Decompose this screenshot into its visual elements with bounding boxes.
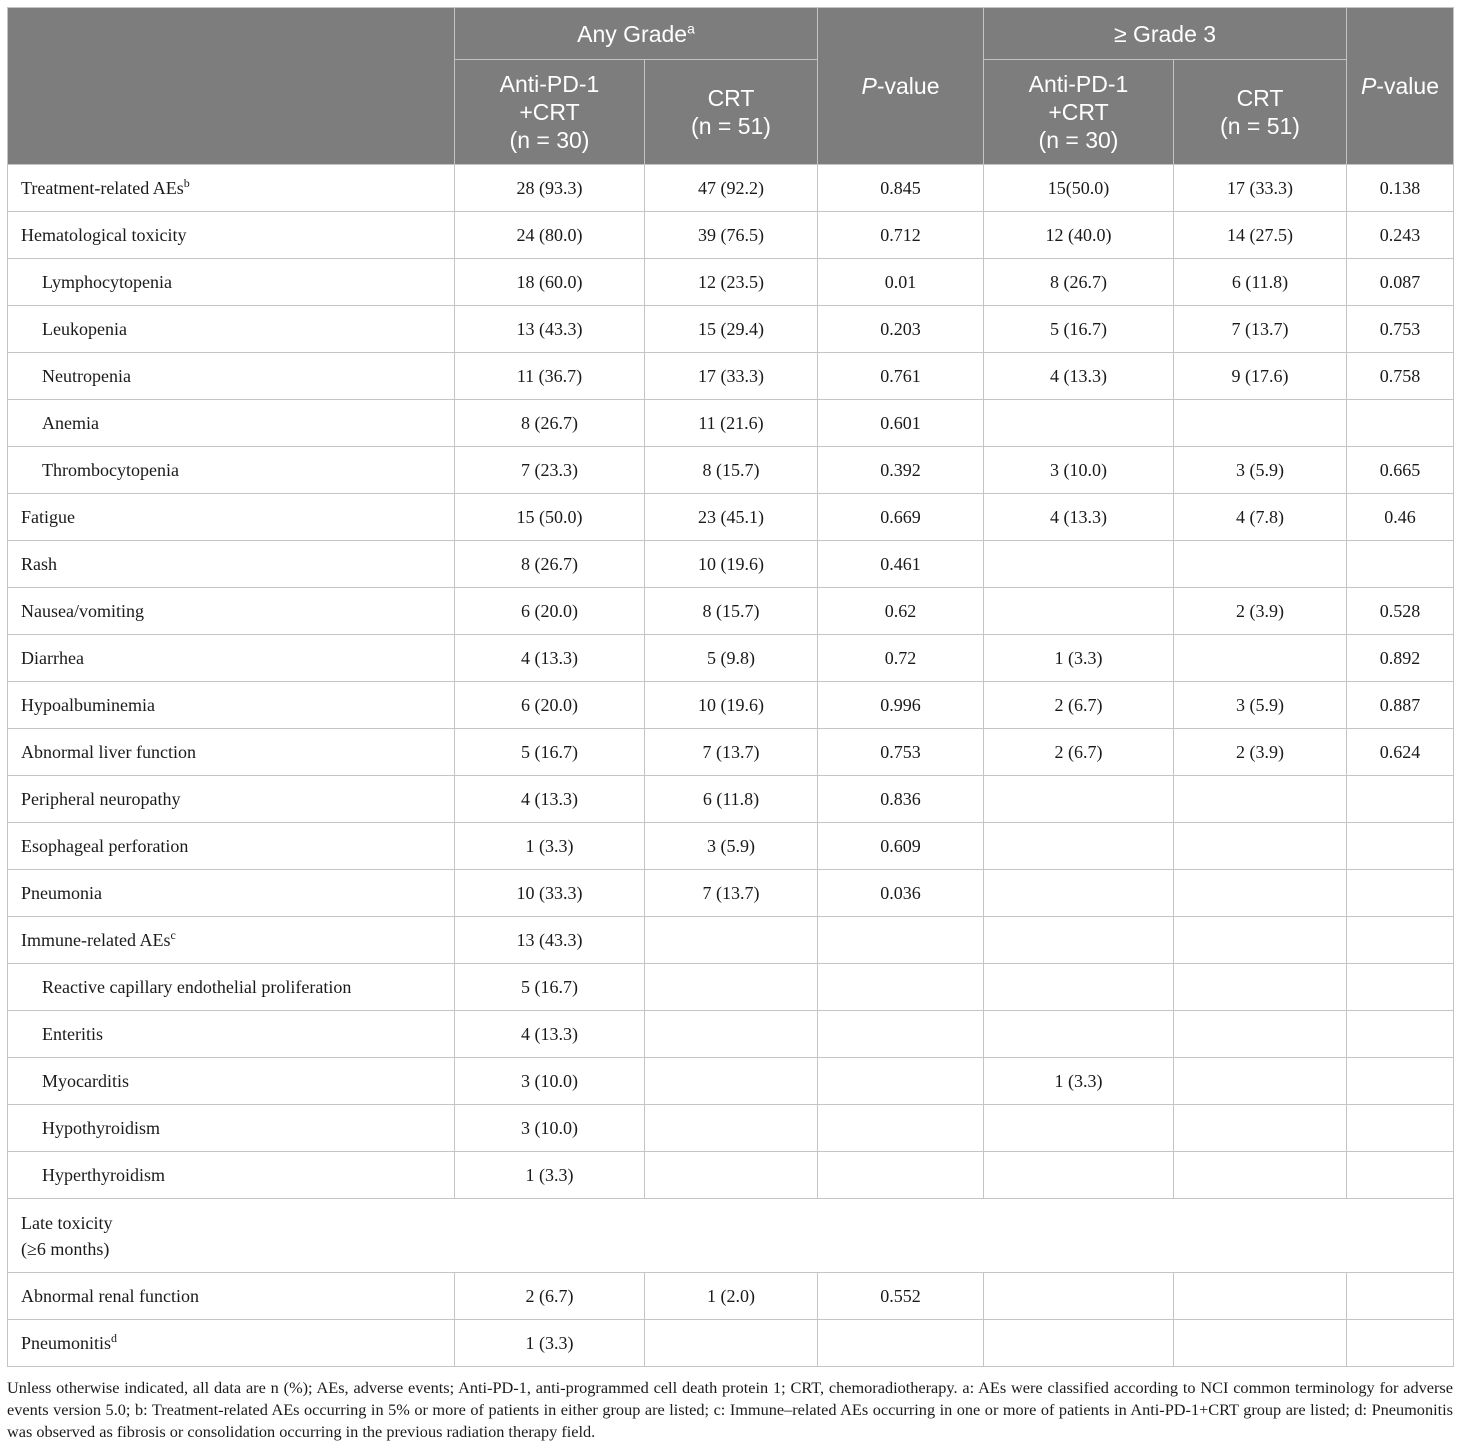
cell-g3-pd1: 15(50.0)	[984, 165, 1174, 212]
row-label	[8, 729, 455, 776]
table-row	[8, 776, 1454, 823]
row-label-text: Diarrhea	[21, 647, 84, 668]
cell-any-pd1: 2 (6.7)	[455, 1273, 645, 1320]
table-row	[8, 588, 1454, 635]
cell-g3-crt: 9 (17.6)	[1174, 353, 1347, 400]
cell-g3-pd1	[984, 964, 1174, 1011]
cell-g3-pd1	[984, 823, 1174, 870]
cell-g3-pd1	[984, 1105, 1174, 1152]
table-row	[8, 165, 1454, 212]
cell-any-crt	[645, 964, 818, 1011]
cell-any-pd1: 11 (36.7)	[455, 353, 645, 400]
row-label-text: Lymphocytopenia	[42, 271, 172, 292]
cell-g3-pd1: 4 (13.3)	[984, 494, 1174, 541]
cell-g3-pd1	[984, 400, 1174, 447]
cell-any-crt: 12 (23.5)	[645, 259, 818, 306]
row-label	[8, 165, 455, 212]
row-label	[8, 541, 455, 588]
row-label	[8, 1011, 455, 1058]
cell-any-p	[818, 1105, 984, 1152]
cell-g3-p: 0.887	[1347, 682, 1454, 729]
cell-g3-p	[1347, 1058, 1454, 1105]
cell-g3-p: 0.243	[1347, 212, 1454, 259]
cell-g3-crt: 2 (3.9)	[1174, 588, 1347, 635]
row-label-footnote-marker: b	[183, 175, 190, 190]
cell-any-p: 0.996	[818, 682, 984, 729]
cell-g3-pd1	[984, 1273, 1174, 1320]
cell-any-p: 0.72	[818, 635, 984, 682]
table-footnote: Unless otherwise indicated, all data are n (%); AEs, adverse events; Anti-PD-1, anti-programmed cell death protein 1; CRT, chemoradiotherapy. a: AEs were classified according to NCI common terminology for adverse events version 5.0; b: Treatment-related AEs occurring in 5% or more of patients in either group are listed; c: Immune–related AEs occurring in one or more of patients in Anti-PD-1+CRT group are listed; d: Pneumonitis was observed as fibrosis or consolidation occurring in the previous radiation therapy field.	[7, 1378, 1453, 1441]
row-label	[8, 776, 455, 823]
row-label-text: Leukopenia	[42, 318, 127, 339]
cell-any-crt: 47 (92.2)	[645, 165, 818, 212]
row-label	[8, 494, 455, 541]
cell-g3-pd1	[984, 870, 1174, 917]
cell-g3-p	[1347, 400, 1454, 447]
cell-any-p: 0.036	[818, 870, 984, 917]
cell-g3-p: 0.665	[1347, 447, 1454, 494]
row-label-text: Rash	[21, 553, 57, 574]
table-row	[8, 353, 1454, 400]
cell-g3-crt	[1174, 1320, 1347, 1367]
cell-any-crt	[645, 1011, 818, 1058]
cell-g3-crt	[1174, 1152, 1347, 1199]
cell-g3-crt	[1174, 1011, 1347, 1058]
row-label-text: Hypothyroidism	[42, 1117, 161, 1138]
header-grade3-pvalue: P-value	[1347, 8, 1454, 165]
adverse-events-table	[7, 7, 1454, 1367]
row-label-text: Treatment-related AEs	[21, 177, 184, 198]
cell-any-pd1: 18 (60.0)	[455, 259, 645, 306]
cell-any-crt: 7 (13.7)	[645, 870, 818, 917]
cell-g3-crt	[1174, 964, 1347, 1011]
cell-g3-crt: 14 (27.5)	[1174, 212, 1347, 259]
table-row	[8, 1058, 1454, 1105]
late-toxicity-title: Late toxicity	[21, 1212, 113, 1233]
cell-g3-crt: 2 (3.9)	[1174, 729, 1347, 776]
table-row	[8, 1273, 1454, 1320]
table-row	[8, 400, 1454, 447]
cell-any-crt: 6 (11.8)	[645, 776, 818, 823]
cell-g3-p: 0.758	[1347, 353, 1454, 400]
row-label	[8, 306, 455, 353]
table-row	[8, 494, 1454, 541]
cell-g3-p: 0.624	[1347, 729, 1454, 776]
cell-any-p: 0.62	[818, 588, 984, 635]
row-label	[8, 259, 455, 306]
row-label-text: Anemia	[42, 412, 99, 433]
row-label	[8, 447, 455, 494]
cell-g3-pd1: 8 (26.7)	[984, 259, 1174, 306]
cell-g3-crt: 6 (11.8)	[1174, 259, 1347, 306]
cell-any-crt: 11 (21.6)	[645, 400, 818, 447]
cell-any-pd1: 1 (3.3)	[455, 1152, 645, 1199]
cell-g3-p: 0.46	[1347, 494, 1454, 541]
row-label	[8, 682, 455, 729]
cell-any-pd1: 13 (43.3)	[455, 917, 645, 964]
row-label	[8, 1152, 455, 1199]
cell-any-crt	[645, 1320, 818, 1367]
cell-any-p	[818, 1011, 984, 1058]
row-label-text: Hyperthyroidism	[42, 1164, 165, 1185]
cell-g3-pd1: 1 (3.3)	[984, 635, 1174, 682]
table-row	[8, 1152, 1454, 1199]
cell-g3-crt	[1174, 541, 1347, 588]
cell-g3-crt	[1174, 823, 1347, 870]
row-label-text: Nausea/vomiting	[21, 600, 144, 621]
row-label-footnote-marker: c	[170, 927, 176, 942]
cell-any-crt: 39 (76.5)	[645, 212, 818, 259]
cell-any-crt: 5 (9.8)	[645, 635, 818, 682]
cell-any-p: 0.753	[818, 729, 984, 776]
cell-g3-crt: 7 (13.7)	[1174, 306, 1347, 353]
cell-any-p: 0.712	[818, 212, 984, 259]
cell-g3-pd1: 2 (6.7)	[984, 682, 1174, 729]
row-label-text: Pneumonia	[21, 882, 102, 903]
cell-g3-crt	[1174, 1058, 1347, 1105]
cell-any-p: 0.836	[818, 776, 984, 823]
cell-any-pd1: 5 (16.7)	[455, 729, 645, 776]
table-row	[8, 870, 1454, 917]
header-grade3: ≥ Grade 3	[984, 8, 1347, 60]
row-label	[8, 917, 455, 964]
table-row	[8, 682, 1454, 729]
cell-any-pd1: 1 (3.3)	[455, 823, 645, 870]
late-toxicity-row	[8, 1199, 1454, 1273]
cell-g3-crt	[1174, 1273, 1347, 1320]
row-label	[8, 1105, 455, 1152]
cell-g3-pd1: 12 (40.0)	[984, 212, 1174, 259]
cell-any-pd1: 7 (23.3)	[455, 447, 645, 494]
cell-any-pd1: 3 (10.0)	[455, 1058, 645, 1105]
cell-any-crt: 10 (19.6)	[645, 682, 818, 729]
cell-g3-p: 0.528	[1347, 588, 1454, 635]
row-label	[8, 870, 455, 917]
row-label	[8, 1320, 455, 1367]
row-label	[8, 400, 455, 447]
cell-any-p: 0.01	[818, 259, 984, 306]
cell-g3-pd1: 5 (16.7)	[984, 306, 1174, 353]
table-row	[8, 917, 1454, 964]
cell-any-crt: 10 (19.6)	[645, 541, 818, 588]
cell-any-p: 0.601	[818, 400, 984, 447]
row-label-text: Abnormal liver function	[21, 741, 196, 762]
table-row	[8, 1011, 1454, 1058]
cell-any-pd1: 3 (10.0)	[455, 1105, 645, 1152]
cell-any-pd1: 6 (20.0)	[455, 588, 645, 635]
cell-any-crt: 1 (2.0)	[645, 1273, 818, 1320]
row-label-text: Thrombocytopenia	[42, 459, 179, 480]
cell-g3-pd1: 4 (13.3)	[984, 353, 1174, 400]
cell-g3-p: 0.087	[1347, 259, 1454, 306]
row-label-text: Immune-related AEs	[21, 929, 171, 950]
table-row	[8, 964, 1454, 1011]
cell-g3-pd1	[984, 1011, 1174, 1058]
cell-g3-p	[1347, 870, 1454, 917]
row-label-text: Reactive capillary endothelial proliferation	[42, 976, 352, 997]
cell-g3-pd1: 1 (3.3)	[984, 1058, 1174, 1105]
row-label	[8, 964, 455, 1011]
cell-any-crt: 23 (45.1)	[645, 494, 818, 541]
header-g3-crt: CRT (n = 51)	[1174, 60, 1347, 165]
row-label	[8, 823, 455, 870]
cell-g3-crt	[1174, 400, 1347, 447]
cell-g3-crt	[1174, 776, 1347, 823]
cell-any-crt: 3 (5.9)	[645, 823, 818, 870]
cell-any-crt: 17 (33.3)	[645, 353, 818, 400]
cell-any-p	[818, 917, 984, 964]
header-blank-cell	[8, 8, 455, 165]
cell-g3-p	[1347, 1320, 1454, 1367]
header-any-grade: Any Grade$^a$	[455, 8, 818, 60]
cell-any-p	[818, 1152, 984, 1199]
cell-any-pd1: 6 (20.0)	[455, 682, 645, 729]
cell-any-pd1: 4 (13.3)	[455, 635, 645, 682]
cell-g3-p: 0.892	[1347, 635, 1454, 682]
cell-any-crt: 7 (13.7)	[645, 729, 818, 776]
row-label-footnote-marker: d	[111, 1330, 118, 1345]
cell-any-p: 0.461	[818, 541, 984, 588]
cell-g3-p: 0.753	[1347, 306, 1454, 353]
row-label-text: Enteritis	[42, 1023, 103, 1044]
table-row	[8, 212, 1454, 259]
cell-any-p: 0.552	[818, 1273, 984, 1320]
cell-any-p: 0.669	[818, 494, 984, 541]
cell-g3-pd1	[984, 1152, 1174, 1199]
cell-any-pd1: 13 (43.3)	[455, 306, 645, 353]
row-label-text: Fatigue	[21, 506, 75, 527]
table-header	[8, 8, 1454, 165]
cell-any-p	[818, 964, 984, 1011]
table-row	[8, 259, 1454, 306]
cell-any-pd1: 4 (13.3)	[455, 776, 645, 823]
row-label	[8, 635, 455, 682]
cell-g3-p	[1347, 964, 1454, 1011]
row-label-text: Hypoalbuminemia	[21, 694, 155, 715]
cell-any-pd1: 1 (3.3)	[455, 1320, 645, 1367]
cell-g3-crt	[1174, 1105, 1347, 1152]
table-row	[8, 541, 1454, 588]
cell-g3-p	[1347, 917, 1454, 964]
row-label-text: Neutropenia	[42, 365, 131, 386]
row-label-text: Pneumonitis	[21, 1332, 112, 1353]
header-any-antipd1-crt: Anti-PD-1 +CRT (n = 30)	[455, 60, 645, 165]
row-label-text: Abnormal renal function	[21, 1285, 199, 1306]
cell-any-crt	[645, 1058, 818, 1105]
cell-any-crt: 8 (15.7)	[645, 447, 818, 494]
table-row	[8, 1105, 1454, 1152]
cell-g3-p	[1347, 823, 1454, 870]
row-label	[8, 1273, 455, 1320]
cell-g3-p	[1347, 1152, 1454, 1199]
table-row	[8, 729, 1454, 776]
cell-g3-p	[1347, 1011, 1454, 1058]
table-row	[8, 447, 1454, 494]
row-label-text: Myocarditis	[42, 1070, 129, 1091]
table-row	[8, 1320, 1454, 1367]
cell-any-pd1: 8 (26.7)	[455, 400, 645, 447]
cell-g3-pd1	[984, 776, 1174, 823]
table-row	[8, 823, 1454, 870]
cell-any-crt	[645, 917, 818, 964]
late-toxicity-subtitle: (≥6 months)	[21, 1238, 110, 1259]
table-body	[8, 165, 1454, 1367]
cell-any-pd1: 4 (13.3)	[455, 1011, 645, 1058]
row-label	[8, 212, 455, 259]
cell-g3-crt	[1174, 917, 1347, 964]
cell-any-pd1: 28 (93.3)	[455, 165, 645, 212]
cell-any-pd1: 15 (50.0)	[455, 494, 645, 541]
cell-any-crt: 15 (29.4)	[645, 306, 818, 353]
cell-any-crt	[645, 1152, 818, 1199]
header-any-grade-pvalue: P-value	[818, 8, 984, 165]
cell-g3-pd1: 2 (6.7)	[984, 729, 1174, 776]
cell-any-p: 0.609	[818, 823, 984, 870]
cell-g3-crt	[1174, 635, 1347, 682]
cell-g3-pd1	[984, 541, 1174, 588]
cell-any-pd1: 24 (80.0)	[455, 212, 645, 259]
cell-any-p: 0.203	[818, 306, 984, 353]
cell-any-p	[818, 1320, 984, 1367]
row-label-text: Hematological toxicity	[21, 224, 187, 245]
cell-g3-pd1: 3 (10.0)	[984, 447, 1174, 494]
table-row	[8, 635, 1454, 682]
late-toxicity-heading	[8, 1199, 1454, 1273]
header-any-crt: CRT (n = 51)	[645, 60, 818, 165]
row-label	[8, 1058, 455, 1105]
header-g3-antipd1-crt: Anti-PD-1 +CRT (n = 30)	[984, 60, 1174, 165]
cell-g3-crt	[1174, 870, 1347, 917]
cell-g3-crt: 4 (7.8)	[1174, 494, 1347, 541]
row-label-text: Peripheral neuropathy	[21, 788, 181, 809]
cell-any-p: 0.845	[818, 165, 984, 212]
cell-g3-pd1	[984, 917, 1174, 964]
cell-g3-crt: 17 (33.3)	[1174, 165, 1347, 212]
cell-any-crt: 8 (15.7)	[645, 588, 818, 635]
cell-g3-p	[1347, 1105, 1454, 1152]
cell-g3-p	[1347, 776, 1454, 823]
cell-g3-crt: 3 (5.9)	[1174, 682, 1347, 729]
cell-any-p: 0.392	[818, 447, 984, 494]
cell-any-pd1: 5 (16.7)	[455, 964, 645, 1011]
cell-g3-p	[1347, 1273, 1454, 1320]
cell-any-p	[818, 1058, 984, 1105]
table-row	[8, 306, 1454, 353]
cell-g3-pd1	[984, 588, 1174, 635]
cell-g3-pd1	[984, 1320, 1174, 1367]
row-label	[8, 588, 455, 635]
cell-any-pd1: 8 (26.7)	[455, 541, 645, 588]
cell-g3-p: 0.138	[1347, 165, 1454, 212]
cell-g3-p	[1347, 541, 1454, 588]
row-label	[8, 353, 455, 400]
cell-any-pd1: 10 (33.3)	[455, 870, 645, 917]
cell-g3-crt: 3 (5.9)	[1174, 447, 1347, 494]
cell-any-crt	[645, 1105, 818, 1152]
row-label-text: Esophageal perforation	[21, 835, 189, 856]
cell-any-p: 0.761	[818, 353, 984, 400]
